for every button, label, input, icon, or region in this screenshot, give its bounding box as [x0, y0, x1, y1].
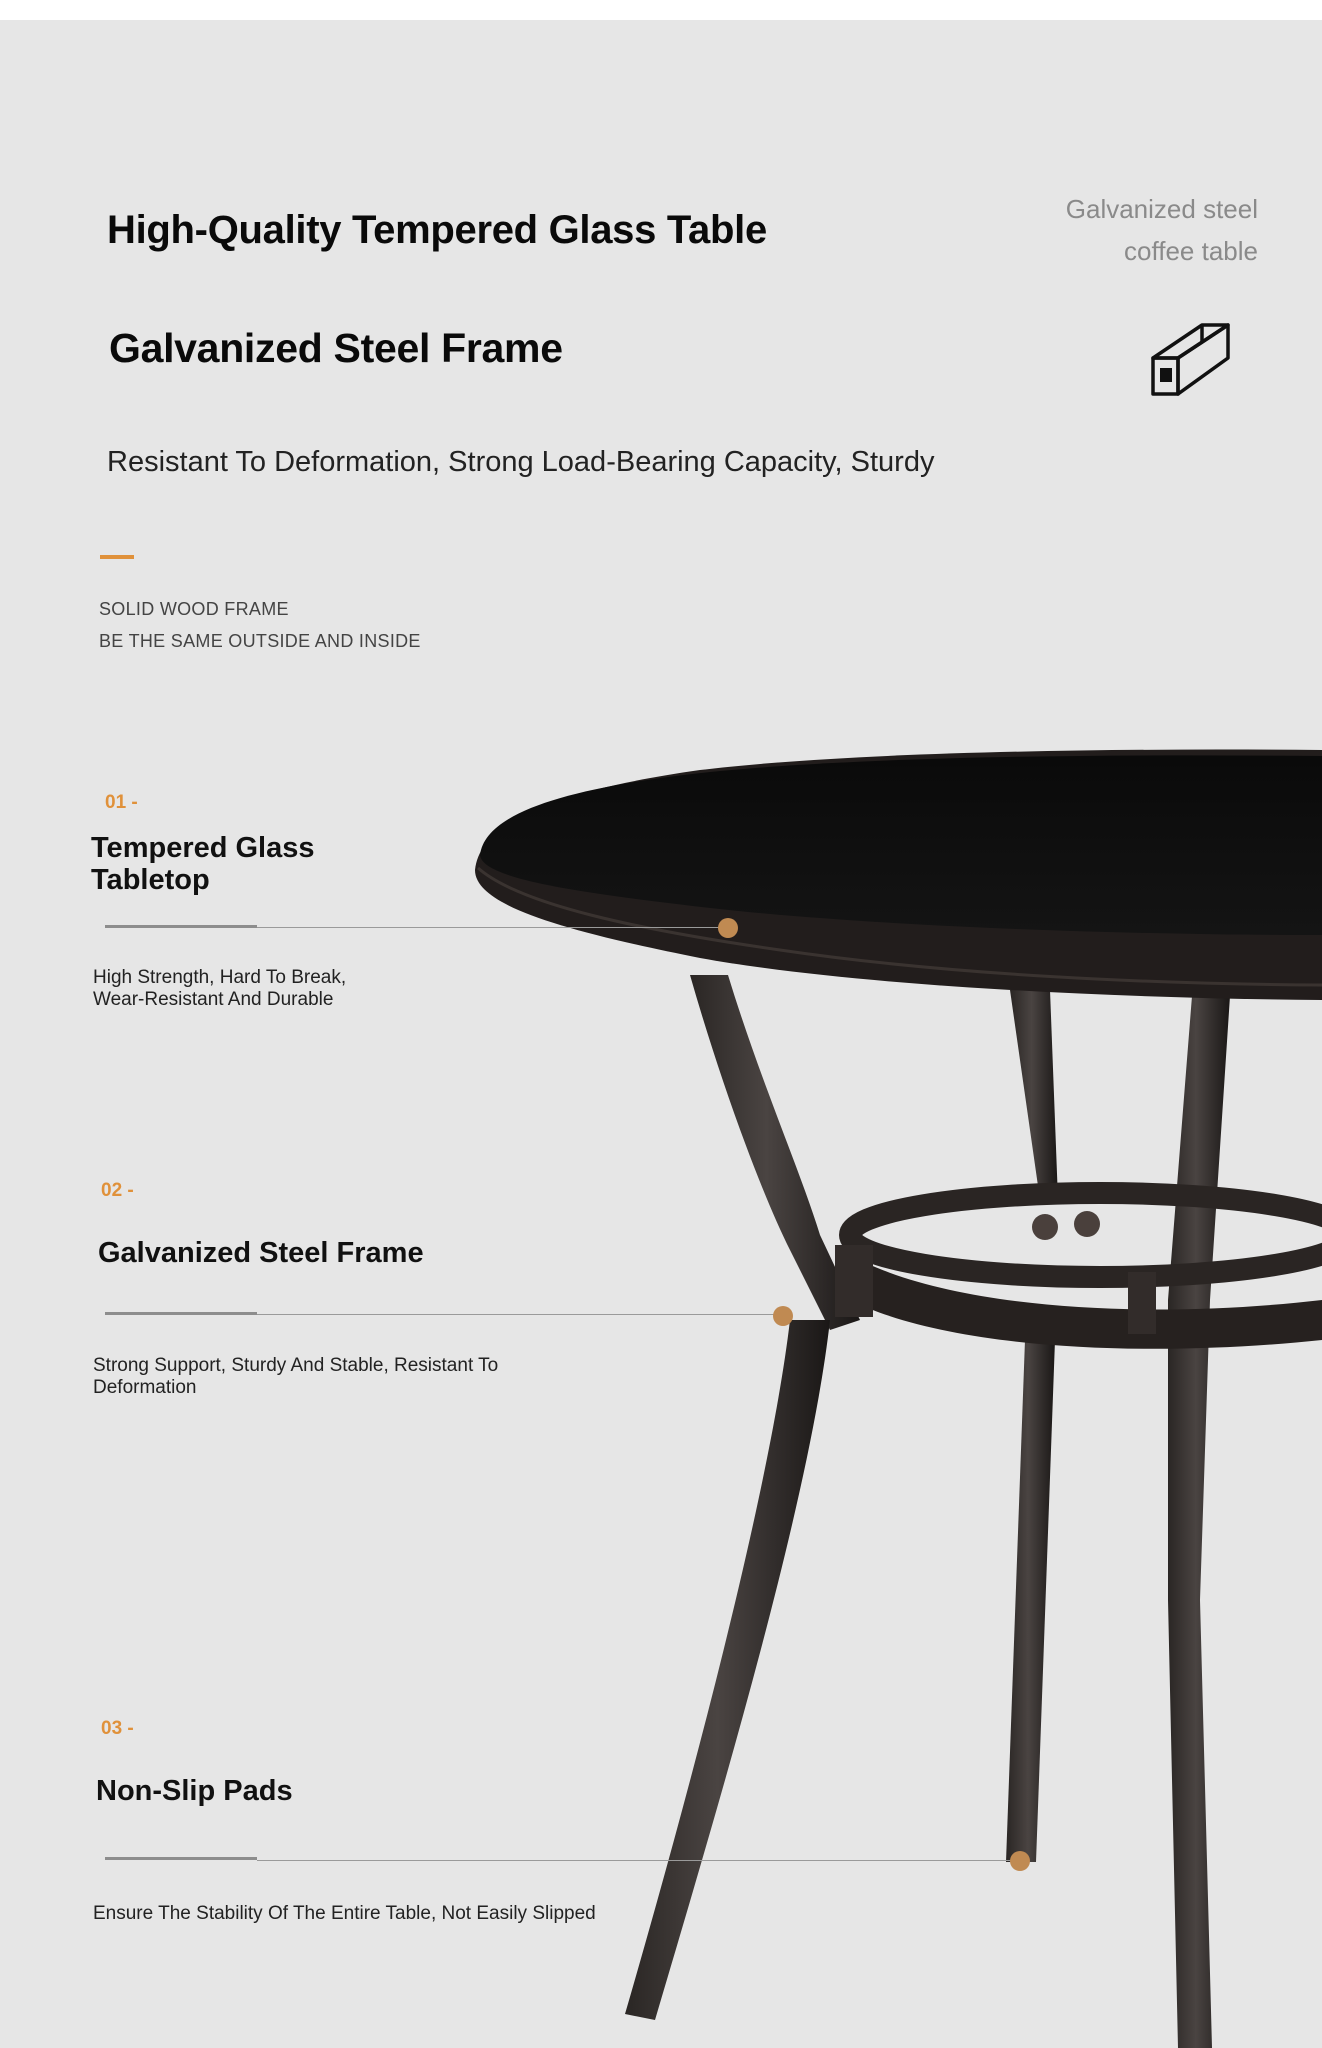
- frame-note: [99, 593, 421, 657]
- callout-line: [257, 927, 727, 928]
- feature-underline: [105, 925, 257, 928]
- back-leg-lower: [1006, 1340, 1055, 1862]
- callout-dot: [1010, 1851, 1030, 1871]
- feature-title: Non-Slip Pads: [96, 1775, 293, 1807]
- callout-line: [257, 1314, 782, 1315]
- callout-dot: [718, 918, 738, 938]
- feature-number: 01 -: [105, 792, 138, 813]
- frame-note-line1: SOLID WOOD FRAME: [99, 599, 289, 619]
- corner-label-line1: Galvanized steel: [1065, 194, 1258, 224]
- feature-title: Tempered Glass Tabletop: [91, 832, 315, 896]
- steel-beam-icon: [1150, 322, 1232, 398]
- ring-clamp-right: [1128, 1272, 1156, 1334]
- bolt-right: [1074, 1211, 1100, 1237]
- callout-line: [257, 1860, 1017, 1861]
- page-subtitle: Resistant To Deformation, Strong Load-Bearing Capacity, Sturdy: [107, 446, 935, 478]
- frame-note-line2: BE THE SAME OUTSIDE AND INSIDE: [99, 631, 421, 651]
- ring-clamp-left: [835, 1245, 873, 1317]
- feature-number: 02 -: [101, 1180, 134, 1201]
- feature-underline: [105, 1857, 257, 1860]
- right-leg: [1168, 996, 1230, 2048]
- bolt-left: [1032, 1214, 1058, 1240]
- back-leg: [1010, 990, 1058, 1200]
- feature-description: Ensure The Stability Of The Entire Table, Not Easily Slipped: [93, 1903, 596, 1924]
- feature-title: Galvanized Steel Frame: [98, 1237, 424, 1269]
- accent-divider: [100, 555, 134, 559]
- left-leg-upper: [690, 975, 860, 1330]
- callout-dot: [773, 1306, 793, 1326]
- feature-description: High Strength, Hard To Break, Wear-Resistant And Durable: [93, 967, 347, 1010]
- frame-heading: Galvanized Steel Frame: [109, 325, 563, 371]
- corner-label: [1066, 188, 1258, 272]
- feature-description: Strong Support, Sturdy And Stable, Resistant To Deformation: [93, 1355, 499, 1398]
- corner-label-line2: coffee table: [1124, 236, 1258, 266]
- feature-underline: [105, 1312, 257, 1315]
- page-title: High-Quality Tempered Glass Table: [107, 208, 767, 252]
- feature-number: 03 -: [101, 1718, 134, 1739]
